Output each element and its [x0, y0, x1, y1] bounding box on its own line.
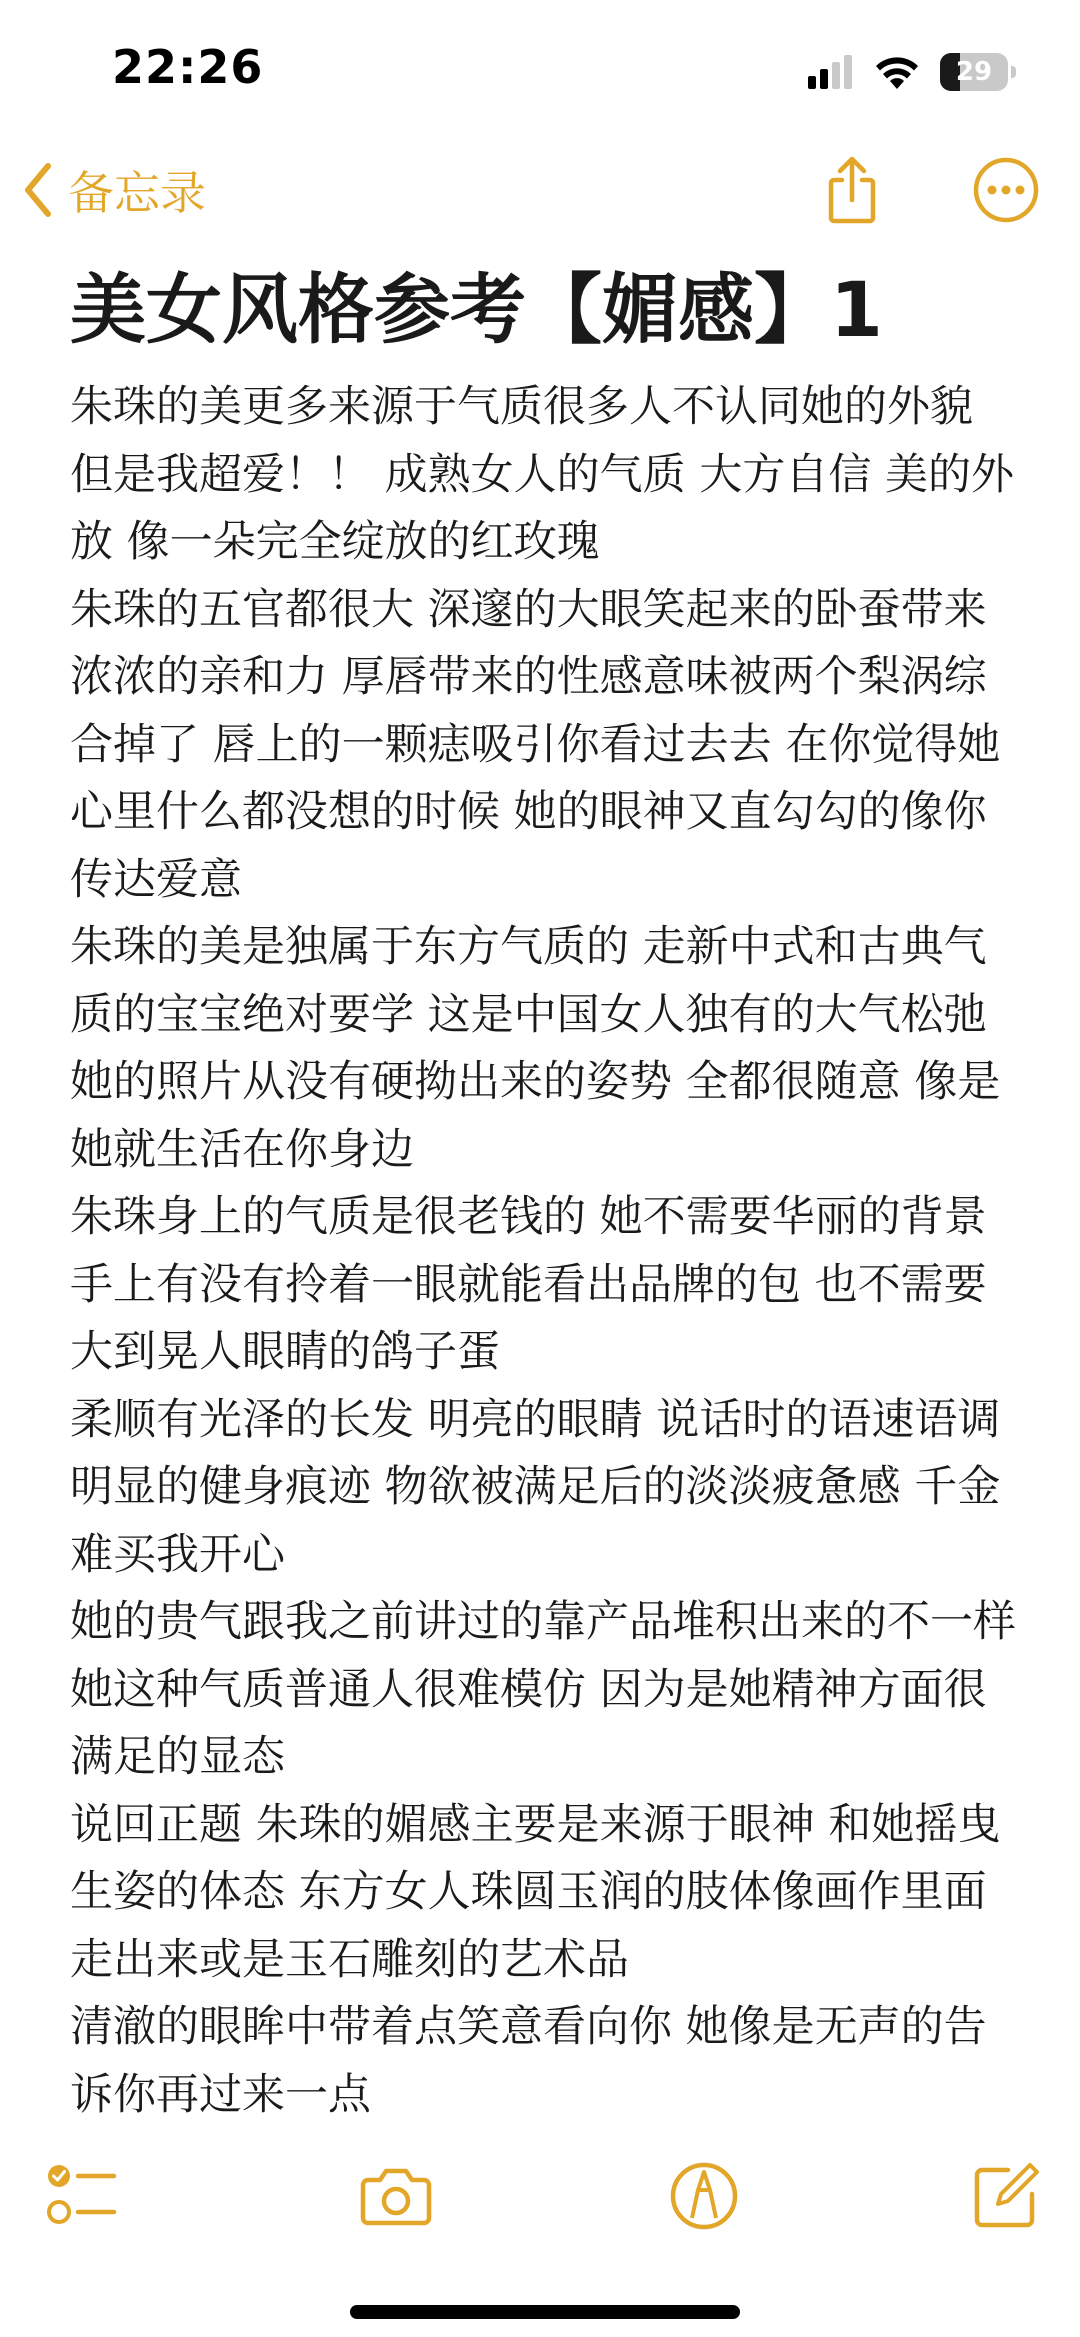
battery-level: 29 — [955, 57, 993, 87]
wifi-icon — [874, 55, 920, 89]
note-title: 美女风格参考【媚感】1 — [70, 265, 883, 354]
camera-icon[interactable] — [358, 2158, 434, 2234]
status-bar — [0, 0, 1080, 140]
cellular-signal-icon — [808, 55, 854, 89]
note-paragraph: 说回正题 朱珠的媚感主要是来源于眼神 和她摇曳生姿的体态 东方女人珠圆玉润的肢体像画作里面走出来或是玉石雕刻的艺术品 — [70, 1799, 1001, 1985]
note-body[interactable] — [70, 262, 1020, 2129]
home-indicator[interactable] — [350, 2305, 740, 2319]
nav-bar — [0, 140, 1080, 240]
battery-icon — [940, 53, 1016, 91]
share-icon[interactable] — [816, 154, 888, 226]
back-label: 备忘录 — [68, 166, 206, 220]
status-icons — [808, 50, 1016, 94]
note-paragraph: 朱珠的美是独属于东方气质的 走新中式和古典气质的宝宝绝对要学 这是中国女人独有的大气松弛 她的照片从没有硬拗出来的姿势 全都很随意 像是她就生活在你身边 — [70, 922, 1001, 1175]
note-paragraph: 她的贵气跟我之前讲过的靠产品堆积出来的不一样 她这种气质普通人很难模仿 因为是她精神方面很满足的显态 — [70, 1597, 1016, 1782]
chevron-left-icon — [22, 162, 54, 218]
more-icon[interactable] — [970, 154, 1042, 226]
checklist-icon[interactable] — [44, 2158, 120, 2234]
note-paragraph: 朱珠的五官都很大 深邃的大眼笑起来的卧蚕带来浓浓的亲和力 厚唇带来的性感意味被两个梨涡综合掉了 唇上的一颗痣吸引你看过去去 在你觉得她心里什么都没想的时候 她的眼神又直勾勾的像你传达爱意 — [70, 584, 1001, 905]
bottom-toolbar — [0, 2150, 1080, 2240]
status-time: 22:26 — [112, 40, 264, 94]
compose-icon[interactable] — [968, 2158, 1044, 2234]
note-paragraph: 清澈的眼眸中带着点笑意看向你 她像是无声的告诉你再过来一点 — [70, 2002, 987, 2120]
note-paragraph: 朱珠身上的气质是很老钱的 她不需要华丽的背景 手上有没有拎着一眼就能看出品牌的包 也不需要大到晃人眼睛的鸽子蛋 — [70, 1192, 987, 1377]
note-paragraph: 朱珠的美更多来源于气质很多人不认同她的外貌 但是我超爱！！ 成熟女人的气质 大方自信 美的外放 像一朵完全绽放的红玫瑰 — [70, 382, 1015, 567]
markup-pen-icon[interactable] — [666, 2158, 742, 2234]
back-button[interactable] — [22, 158, 206, 222]
note-paragraph: 柔顺有光泽的长发 明亮的眼睛 说话时的语速语调 明显的健身痕迹 物欲被满足后的淡淡疲惫感 千金难买我开心 — [70, 1394, 1001, 1580]
